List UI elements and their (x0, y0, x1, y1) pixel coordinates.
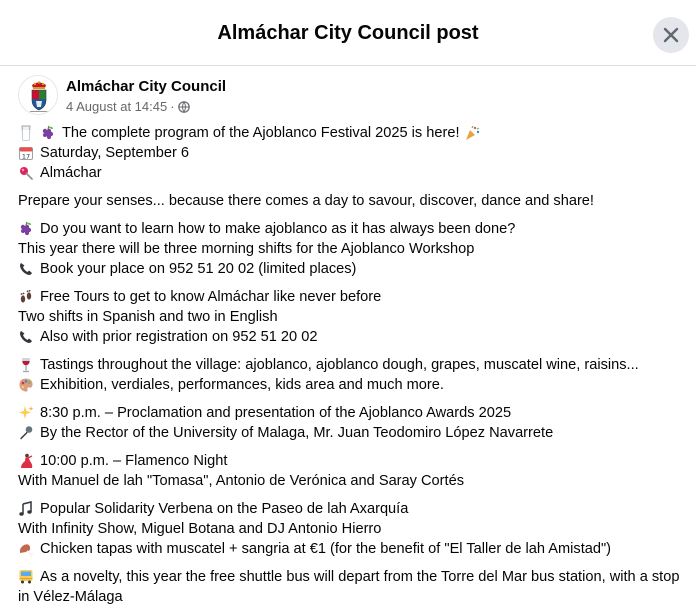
post-paragraph (18, 191, 688, 211)
post-line-text: With Manuel de lah "Tomasa", Antonio de Verónica and Saray Cortés (18, 473, 464, 489)
post-line (18, 539, 688, 559)
post-timestamp[interactable]: 4 August at 14:45 (66, 99, 168, 114)
post-line (18, 423, 688, 443)
post-line (18, 163, 688, 183)
post-line (18, 519, 688, 539)
palette-icon (18, 377, 34, 393)
telephone-icon (18, 261, 34, 277)
post-line-text: Prepare your senses... because there comes a day to savour, discover, dance and share! (18, 193, 594, 209)
post-line-text: Two shifts in Spanish and two in English (18, 309, 278, 325)
post-line-text: By the Rector of the University of Malaga, Mr. Juan Teodomiro López Navarrete (40, 425, 554, 441)
post-paragraph (18, 355, 688, 395)
post-line-text: 10:00 p.m. – Flamenco Night (40, 453, 228, 469)
post-paragraph (18, 451, 688, 491)
music-notes-icon (18, 501, 34, 517)
post-line (18, 327, 688, 347)
sparkles-icon (18, 405, 34, 421)
svg-text:17: 17 (21, 152, 31, 161)
post-line (18, 355, 688, 375)
grapes-icon (40, 125, 56, 141)
globe-icon[interactable] (178, 101, 190, 113)
post-line-text: As a novelty, this year the free shuttle bus will depart from the Torre del Mar bus station, with a stop in Vélez-Málaga (18, 569, 680, 605)
avatar[interactable] (18, 75, 58, 115)
post-line (18, 307, 688, 327)
post-line (18, 471, 688, 491)
post-meta (66, 99, 190, 115)
post-paragraph (18, 567, 688, 607)
post-body (18, 123, 688, 610)
post-line-text: The complete program of the Ajoblanco Festival 2025 is here! (62, 125, 460, 141)
post-paragraph (18, 123, 688, 183)
milk-glass-icon (18, 125, 34, 141)
modal-header (0, 0, 696, 66)
post-line (18, 567, 688, 607)
post-line-text: Almáchar (40, 165, 102, 181)
flamenco-dancer-icon (18, 453, 34, 469)
post-line-text: Tastings throughout the village: ajoblanco, ajoblanco dough, grapes, muscatel wine, raisins... (40, 357, 639, 373)
grapes-icon (18, 221, 34, 237)
post-line (18, 287, 688, 307)
bus-icon (18, 568, 34, 584)
post-paragraph (18, 287, 688, 347)
post-line-text: Free Tours to get to know Almáchar like never before (40, 289, 382, 305)
post-paragraph (18, 403, 688, 443)
post-line-text: 8:30 p.m. – Proclamation and presentation of the Ajoblanco Awards 2025 (40, 405, 512, 421)
post-line-text: Do you want to learn how to make ajoblanco as it has always been done? (40, 221, 516, 237)
post-line (18, 239, 688, 259)
pushpin-icon (18, 165, 34, 181)
post-line-text: With Infinity Show, Miguel Botana and DJ Antonio Hierro (18, 521, 382, 537)
post-line (18, 375, 688, 395)
modal-title: Almáchar City Council post (217, 22, 479, 44)
meta-separator: · (170, 99, 175, 114)
close-button[interactable] (653, 17, 689, 53)
calendar-icon (18, 145, 34, 161)
chicken-leg-icon (18, 541, 34, 557)
post-line (18, 191, 688, 211)
post-line (18, 403, 688, 423)
post-line-text: Popular Solidarity Verbena on the Paseo de lah Axarquía (40, 501, 409, 517)
post-paragraph (18, 219, 688, 279)
post-line-text: Chicken tapas with muscatel + sangria at €1 (for the benefit of "El Taller de lah Amistad") (40, 541, 612, 557)
wine-glass-icon (18, 357, 34, 373)
post-line (18, 451, 688, 471)
footprints-icon (18, 289, 34, 305)
telephone-icon (18, 329, 34, 345)
microphone-icon (18, 425, 34, 441)
coat-of-arms-icon (19, 76, 58, 115)
post-line (18, 259, 688, 279)
post-line (18, 123, 688, 143)
post-line-text: Also with prior registration on 952 51 20 02 (40, 329, 318, 345)
close-icon (663, 27, 679, 43)
post-line-text: Exhibition, verdiales, performances, kids area and much more. (40, 377, 444, 393)
post-line (18, 499, 688, 519)
post (0, 66, 696, 610)
post-line-text: Book your place on 952 51 20 02 (limited places) (40, 261, 357, 277)
post-line-text: This year there will be three morning shifts for the Ajoblanco Workshop (18, 241, 475, 257)
post-line-text: Saturday, September 6 (40, 145, 189, 161)
post-paragraph (18, 499, 688, 559)
post-author[interactable]: Almáchar City Council (66, 78, 227, 95)
post-line (18, 219, 688, 239)
party-popper-icon (464, 125, 480, 141)
post-line (18, 143, 688, 163)
